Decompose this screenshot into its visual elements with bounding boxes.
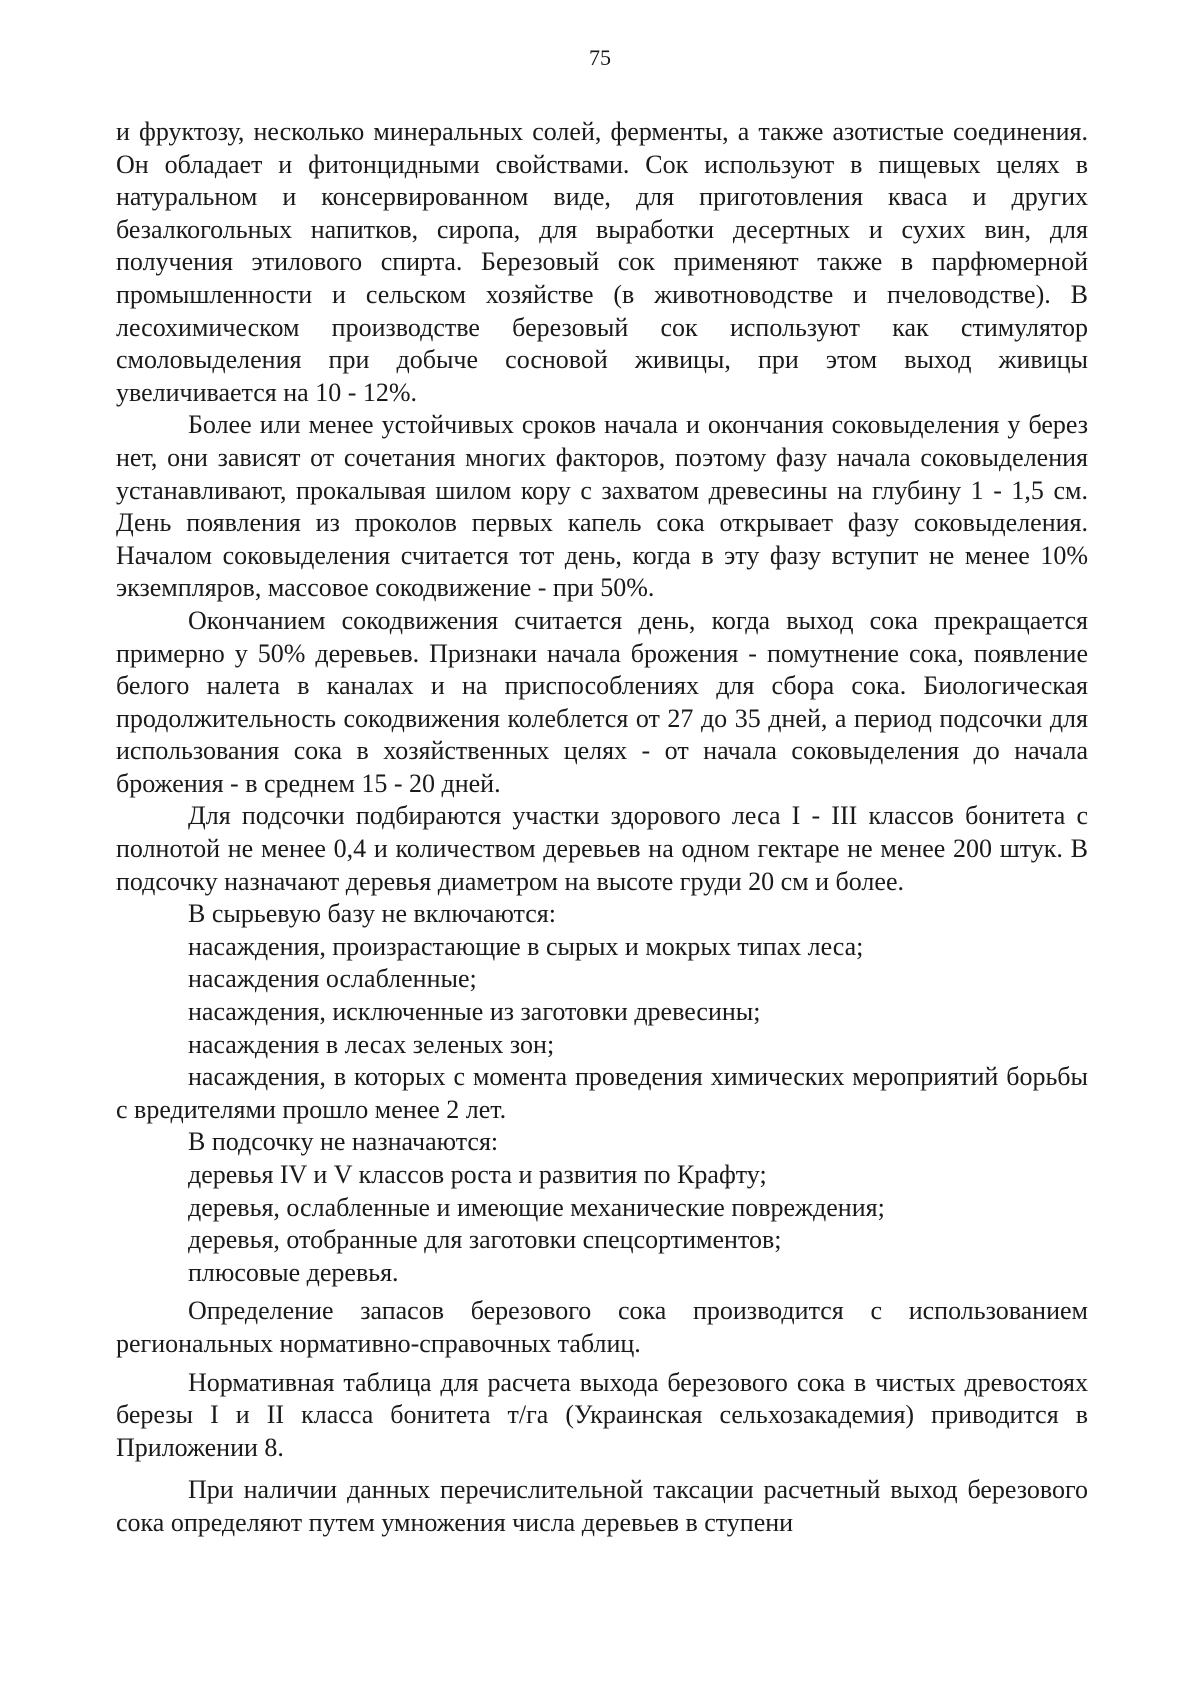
page-number: 75: [589, 45, 611, 70]
list-item-tapping-1: деревья IV и V классов роста и развития по Крафту;: [188, 1160, 767, 1189]
list-item-raw-base-5: насаждения, в которых с момента проведения химических мероприятий борьбы с вредителями прошло менее 2 лет.: [116, 1062, 1088, 1124]
document-body: [116, 116, 1088, 1540]
paragraph-5: Определение запасов березового сока производится с использованием региональных нормативно-справочных таблиц.: [116, 1296, 1088, 1358]
list-item-raw-base-4: насаждения в лесах зеленых зон;: [188, 1029, 555, 1059]
paragraph-3: Окончанием сокодвижения считается день, когда выход сока прекращается примерно у 50% деревьев. Признаки начала брожения - помутнение сока, появление белого налета в каналах и на приспособлениях для сбора сока. Биологическая продолжительность сокодвижения колеблется от 27 до 35 дней, а период подсочки для использования сока в хозяйственных целях - от начала соковыделения до начала брожения - в среднем 15 - 20 дней.: [116, 605, 1088, 798]
paragraph-1: и фруктозу, несколько минеральных солей, ферменты, а также азотистые соединения. Он обладает и фитонцидными свойствами. Сок используют в пищевых целях в натуральном и консервированном виде, для приготовления кваса и других безалкогольных напитков, сиропа, для выработки десертных и сухих вин, для получения этилового спирта. Березовый сок применяют также в парфюмерной промышленности и сельском хозяйстве (в животноводстве и пчеловодстве). В лесохимическом производстве березовый сок используют как стимулятор смоловыделения при добыче сосновой живицы, при этом выход живицы увеличивается на 10 - 12%.: [116, 117, 1088, 407]
list-item-raw-base-3: насаждения, исключенные из заготовки древесины;: [188, 997, 761, 1027]
list-item-tapping-4: плюсовые деревья.: [188, 1257, 399, 1287]
paragraph-2: Более или менее устойчивых сроков начала и окончания соковыделения у берез нет, они зависят от сочетания многих факторов, поэтому фазу начала соковыделения устанавливают, прокалывая шилом кору с захватом древесины на глубину 1 - 1,5 см. День появления из проколов первых капель сока открывает фазу соковыделения. Началом соковыделения считается тот день, когда в эту фазу вступит не менее 10% экземпляров, массовое сокодвижение - при 50%.: [116, 410, 1088, 603]
list-item-raw-base-1: насаждения, произрастающие в сырых и мокрых типах леса;: [188, 931, 864, 961]
list-item-tapping-2: деревья, ослабленные и имеющие механические повреждения;: [188, 1192, 885, 1222]
list-heading-tapping: В подсочку не назначаются:: [188, 1127, 499, 1157]
paragraph-6: Нормативная таблица для расчета выхода березового сока в чистых древостоях березы I и II класса бонитета т/га (Украинская сельхозакадемия) приводится в Приложении 8.: [116, 1367, 1088, 1462]
paragraph-4: Для подсочки подбираются участки здорового леса I - III классов бонитета с полнотой не менее 0,4 и количеством деревьев на одном гектаре не менее 200 штук. В подсочку назначают деревья диаметром на высоте груди 20 см и более.: [116, 801, 1088, 896]
paragraph-7: При наличии данных перечислительной таксации расчетный выход березового сока определяют путем умножения числа деревьев в ступени: [116, 1475, 1088, 1537]
list-item-raw-base-2: насаждения ослабленные;: [188, 964, 477, 994]
list-item-tapping-3: деревья, отобранные для заготовки спецсортиментов;: [188, 1225, 782, 1255]
list-heading-raw-base: В сырьевую базу не включаются:: [188, 899, 556, 929]
